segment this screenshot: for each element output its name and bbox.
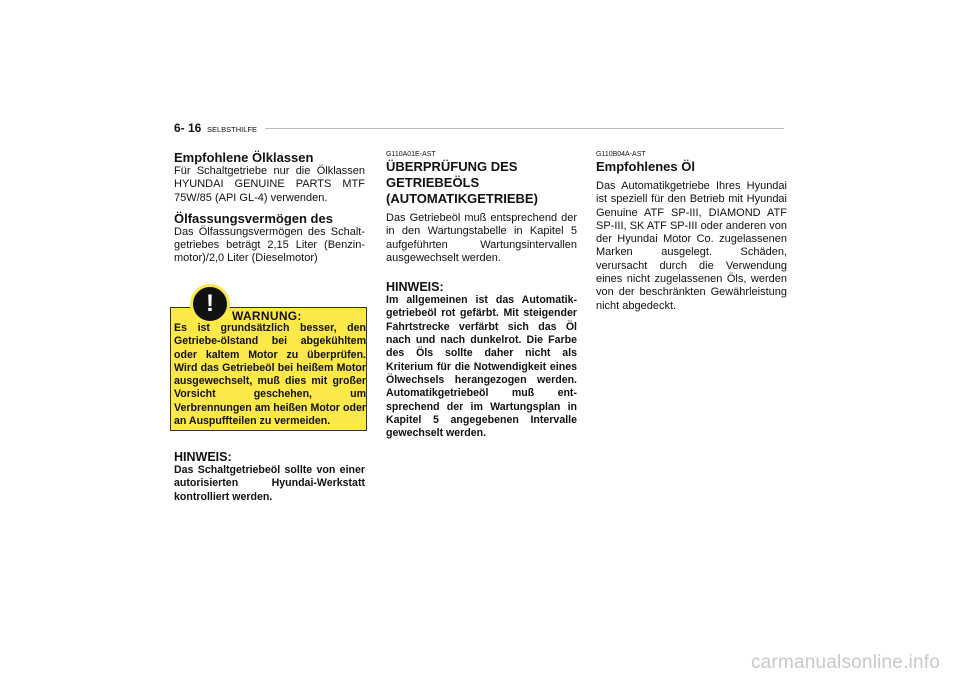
heading-check-transmission-oil: ÜBERPRÜFUNG DES GETRIEBEÖLS (AUTOMATIKGETRIEBE) bbox=[386, 159, 538, 206]
note-title: HINWEIS: bbox=[386, 280, 444, 295]
watermark: carmanualsonline.info bbox=[750, 652, 940, 673]
note-title: HINWEIS: bbox=[174, 450, 232, 464]
heading-recommended-oil-classes: Empfohlene Ölklassen bbox=[174, 150, 314, 165]
paragraph-oil-capacity: Das Ölfassungsvermögen des Schalt-getriebes beträgt 2,15 Liter (Benzin-motor)/2,0 Liter (Dieselmotor) bbox=[174, 225, 365, 265]
header-rule bbox=[265, 128, 784, 129]
note-manual-gearbox bbox=[174, 450, 365, 504]
paragraph-oil-classes: Für Schaltgetriebe nur die Ölklassen HYUNDAI GENUINE PARTS MTF 75W/85 (API GL-4) verwenden. bbox=[174, 165, 365, 204]
paragraph-oil-change: Das Getriebeöl muß entsprechend der in den Wartungstabelle in Kapitel 5 aufgeführten Wartungsintervallen ausgewechselt werden. bbox=[386, 212, 577, 264]
column-2 bbox=[386, 150, 577, 440]
column-1 bbox=[174, 150, 365, 266]
warning-box bbox=[170, 284, 368, 431]
column-3 bbox=[596, 150, 787, 313]
section-title: SELBSTHILFE bbox=[207, 125, 258, 134]
section-code: G110A01E-AST bbox=[386, 151, 436, 158]
warning-title: WARNUNG: bbox=[232, 309, 302, 323]
exclamation-icon: ! bbox=[190, 284, 230, 324]
warning-text: Es ist grundsätzlich besser, den Getriebe-ölstand bei abgekühltem oder kaltem Motor zu überprüfen. Wird das Getriebeöl bei heißem Motor ausgewechselt, muß dies mit großer Vorsicht geschehen, um Verbrennungen am heißen Motor oder an Auspuffteilen zu vermeiden. bbox=[174, 322, 366, 428]
paragraph-recommended-oil: Das Automatikgetriebe Ihres Hyundai ist speziell für den Betrieb mit Hyundai Genuine ATF SP-III, DIAMOND ATF SP-III, SK ATF SP-III oder anderen von der Hyundai Motor Co. zugelassenen Marken ausgelegt. Schäden, verursacht durch die Verwendung eines nicht zugelassenen Öls, werden von der beschränkten Gewährleistung nicht abgedeckt. bbox=[596, 180, 787, 312]
heading-recommended-oil: Empfohlenes Öl bbox=[596, 159, 695, 174]
note-text: Das Schaltgetriebeöl sollte von einer autorisierten Hyundai-Werkstatt kontrolliert werden. bbox=[174, 464, 365, 503]
page-number: 6- 16 bbox=[174, 121, 202, 135]
section-code: G110B04A-AST bbox=[596, 151, 646, 158]
heading-oil-capacity: Ölfassungsvermögen des bbox=[174, 210, 333, 226]
note-text: Im allgemeinen ist das Automatik-getriebeöl rot gefärbt. Mit steigender Fahrtstrecke verfärbt sich das Öl nach und nach dunkelrot. Die Farbe des Öls sollte daher nicht als Kriterium für die Notwendigkeit eines Ölwechsels herangezogen werden. Automatikgetriebeöl muß ent-sprechend der im Wartungsplan in Kapitel 5 angegebenen Intervalle gewechselt werden. bbox=[386, 294, 577, 440]
